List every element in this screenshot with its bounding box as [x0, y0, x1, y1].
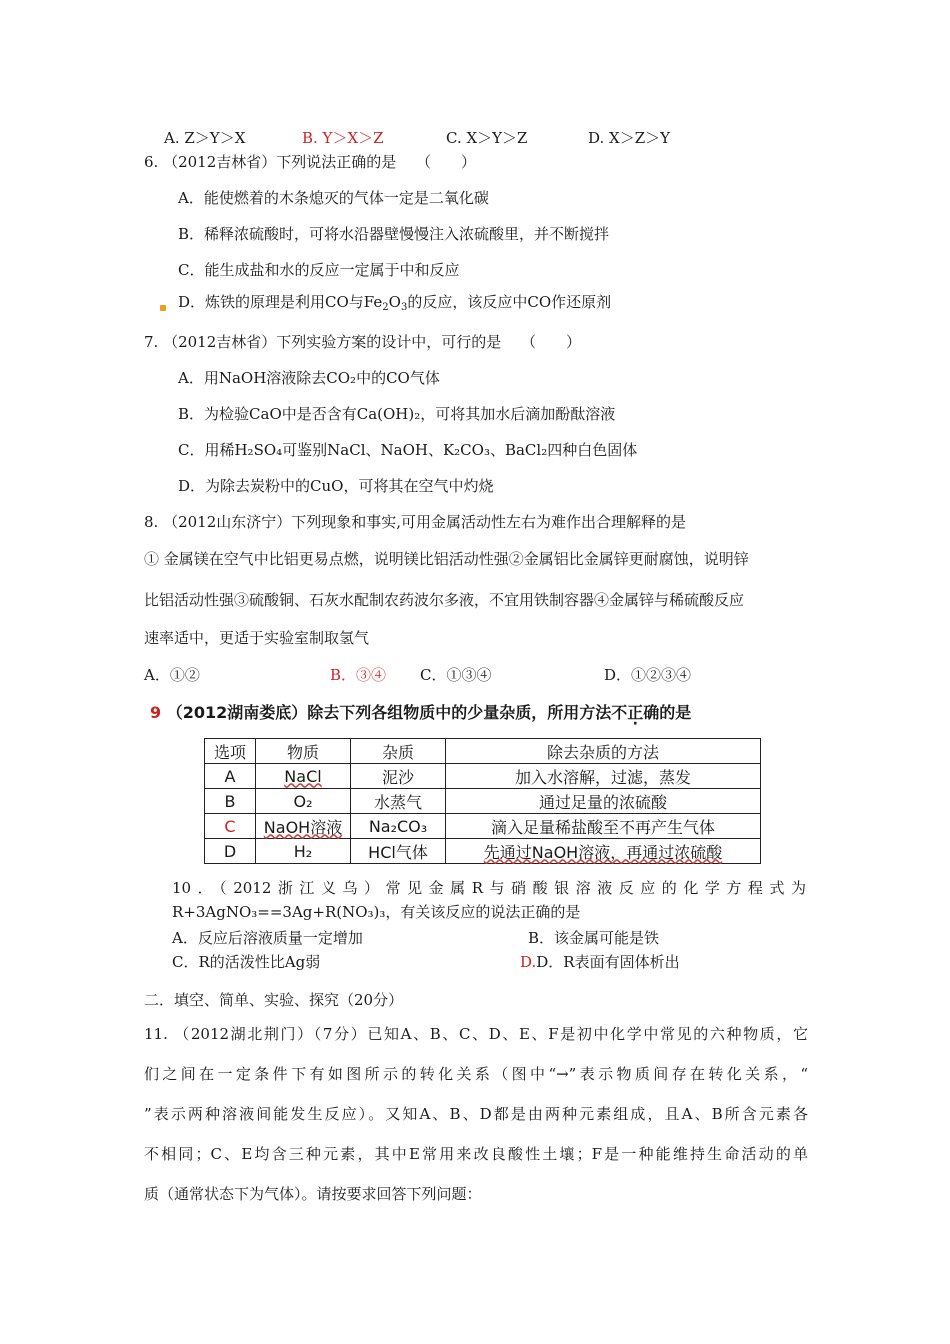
table-cell: HCl气体: [351, 839, 446, 864]
q5-option-a: A. Z＞Y＞X: [164, 129, 246, 147]
table-cell: 水蒸气: [351, 789, 446, 814]
q11-line-4: 不相同；C、E均含三种元素，其中E常用来改良酸性土壤；F是一种能维持生命活动的单: [144, 1145, 808, 1163]
table-cell: A: [205, 764, 256, 789]
q6-option-d: D．炼铁的原理是利用CO与$Fe_2O_3$的反应，该反应中CO作还原剂: [178, 293, 612, 313]
q7-option-a: A．用NaOH溶液除去CO₂中的CO气体: [178, 369, 440, 387]
q5-option-d: D. X＞Z＞Y: [588, 129, 671, 147]
q9-stem-emphasis: 不正确: [611, 703, 660, 722]
table-cell: O₂: [256, 789, 351, 814]
table-cell: 滴入足量稀盐酸至不再产生气体: [446, 814, 761, 839]
table-cell: [256, 764, 351, 789]
q11-line-3: ”表示两种溶液间能发生反应）。又知A、B、D都是由两种元素组成，且A、B所含元素各: [144, 1105, 808, 1123]
table-header-row: [205, 739, 761, 764]
table-header: 选项: [205, 739, 256, 764]
q7-option-b: B．为检验CaO中是否含有Ca(OH)₂，可将其加水后滴加酚酞溶液: [178, 405, 616, 423]
q10-option-b: B．该金属可能是铁: [528, 929, 660, 947]
q10-option-d-text: D．R表面有固体析出: [536, 953, 680, 971]
q7-option-d: D．为除去炭粉中的CuO，可将其在空气中灼烧: [178, 477, 494, 495]
q7-stem: 7. （2012吉林省）下列实验方案的设计中，可行的是 （ ）: [144, 333, 582, 351]
q10-option-c: C．R的活泼性比Ag弱: [172, 953, 321, 971]
table-row: [205, 764, 761, 789]
table-cell: Na₂CO₃: [351, 814, 446, 839]
q7-option-c: C．用稀H₂SO₄可鉴别NaCl、NaOH、K₂CO₃、BaCl₂四种白色固体: [178, 441, 638, 459]
highlight-marker: [160, 305, 166, 311]
q9-stem-post: 的是: [659, 703, 692, 722]
q5-option-b: B. Y＞X＞Z: [302, 129, 384, 147]
q10-option-d: [520, 952, 680, 972]
table-cell: 通过足量的浓硫酸: [446, 789, 761, 814]
q6-stem: 6. （2012吉林省）下列说法正确的是 （ ）: [144, 153, 477, 171]
q11-line-5: 质（通常状态下为气体）。请按要求回答下列问题：: [144, 1185, 482, 1203]
table-cell-text: NaCl: [284, 766, 322, 786]
table-header: 杂质: [351, 739, 446, 764]
table-cell: H₂: [256, 839, 351, 864]
table-cell: 加入水溶解，过滤，蒸发: [446, 764, 761, 789]
q9-stem: [150, 703, 691, 723]
table-cell: [446, 839, 761, 864]
q6-option-b: B．稀释浓硫酸时，可将水沿器壁慢慢注入浓硫酸里，并不断搅拌: [178, 225, 610, 243]
q6-option-c: C．能生成盐和水的反应一定属于中和反应: [178, 261, 460, 279]
table-cell: [256, 814, 351, 839]
table-cell: 泥沙: [351, 764, 446, 789]
q10-option-d-letter: D.: [520, 953, 537, 971]
q8-line-3: 速率适中，更适于实验室制取氢气: [144, 629, 370, 647]
table-header: 物质: [256, 739, 351, 764]
q10-option-a: A．反应后溶液质量一定增加: [172, 929, 363, 947]
q11-line-2: 们之间在一定条件下有如图所示的转化关系（图中“→”表示物质间存在转化关系，“: [144, 1065, 808, 1083]
table-cell: B: [205, 789, 256, 814]
table-row: [205, 789, 761, 814]
table-header: 除去杂质的方法: [446, 739, 761, 764]
q8-option-c: C．①③④: [420, 666, 492, 684]
table-cell: D: [205, 839, 256, 864]
q6-option-d-post: 的反应，该反应中CO作还原剂: [407, 293, 612, 311]
table-cell: C: [205, 814, 256, 839]
q10-stem-line-1: 10．（2012浙江义乌）常见金属R与硝酸银溶液反应的化学方程式为: [172, 879, 806, 897]
q8-option-d: D．①②③④: [604, 666, 692, 684]
table-cell-text: NaOH溶液: [263, 817, 343, 837]
q11-line-1: 11. （2012湖北荆门）（7分）已知A、B、C、D、E、F是初中化学中常见的六种物质，它: [144, 1025, 808, 1043]
q5-option-c: C. X＞Y＞Z: [446, 129, 528, 147]
q9-table: [204, 738, 761, 864]
q6-option-d-pre: D．炼铁的原理是利用CO与Fe: [178, 293, 383, 311]
q8-line-1: ① 金属镁在空气中比铝更易点燃，说明镁比铝活动性强②金属铝比金属锌更耐腐蚀，说明锌: [144, 550, 749, 568]
q6-option-a: A．能使燃着的木条熄灭的气体一定是二氧化碳: [178, 189, 489, 207]
q8-option-a: A．①②: [144, 666, 200, 684]
table-row: [205, 839, 761, 864]
q10-stem-line-2: R+3AgNO₃==3Ag+R(NO₃)₃，有关该反应的说法正确的是: [172, 903, 581, 921]
table-cell-text: 先通过NaOH溶液，再通过浓硫酸: [483, 842, 723, 862]
q9-stem-pre: （2012湖南娄底）除去下列各组物质中的少量杂质，所用方法: [166, 703, 612, 722]
q8-line-2: 比铝活动性强③硫酸铜、石灰水配制农药波尔多液，不宜用铁制容器④金属锌与稀硫酸反应: [144, 591, 745, 609]
q8-option-b: B．③④: [330, 666, 387, 684]
q8-stem: 8. （2012山东济宁）下列现象和事实,可用金属活动性左右为难作出合理解释的是: [144, 513, 687, 531]
table-row: [205, 814, 761, 839]
section-2-heading: 二．填空、简单、实验、探究（20分）: [144, 991, 404, 1009]
q9-number: 9: [150, 703, 162, 722]
